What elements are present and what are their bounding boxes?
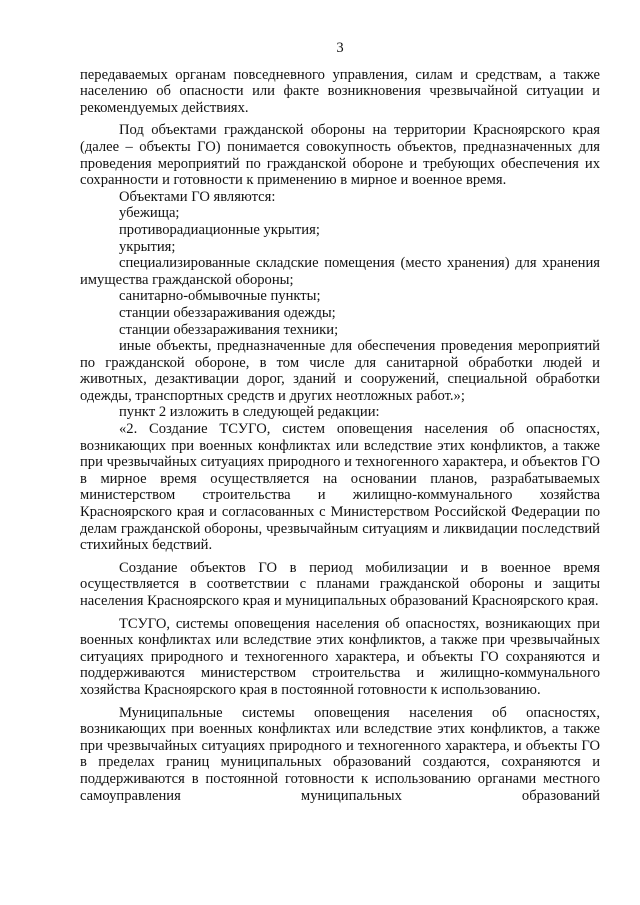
paragraph-1: передаваемых органам повседневного управления, силам и средствам, а также населению об опасности или факте возникновения чрезвычайной ситуации и рекомендуемых действиях. [80, 66, 600, 116]
list-item: санитарно-обмывочные пункты; [119, 288, 321, 305]
list-item: убежища; [119, 205, 180, 222]
paragraph-5: «2. Создание ТСУГО, систем оповещения населения об опасностях, возникающих при военных конфликтах или вследствие этих конфликтов, а также при чрезвычайных ситуациях природного и техногенного характера, и объектов ГО в мирное время осуществляется на основании планов, разрабатываемых министерством строительства и жилищно-коммунального хозяйства Красноярского края и согласованных с Министерством Российской Федерации по делам гражданской обороны, чрезвычайным ситуациям и ликвидации последствий стихийных бедствий. [80, 421, 600, 554]
list-item: станции обеззараживания техники; [119, 321, 339, 338]
paragraph-2: Под объектами гражданской обороны на территории Красноярского края (далее – объекты ГО) понимается совокупность объектов, предназначенных для проведения мероприятий по гражданской обороне и требующих обеспечения их сохранности и готовности к применению в мирное и военное время. [80, 122, 600, 189]
paragraph-6: Создание объектов ГО в период мобилизации и в военное время осуществляется в соответствии с планами гражданской обороны и защиты населения Красноярского края и муниципальных образований Красноярского края. [80, 559, 600, 609]
list-item: специализированные складские помещения (место хранения) для хранения имущества гражданской обороны; [80, 255, 600, 288]
paragraph-8: Муниципальные системы оповещения населения об опасностях, возникающих при военных конфликтах или вследствие этих конфликтов, а также при чрезвычайных ситуациях природного и техногенного характера, и объекты ГО в пределах границ муниципальных образований создаются, сохраняются и поддерживаются в постоянной готовности к использованию органами местного самоуправления муниципальных образований [80, 704, 600, 804]
list-item: укрытия; [119, 238, 176, 255]
page-number: 3 [336, 40, 344, 56]
list-item: станции обеззараживания одежды; [119, 304, 336, 321]
paragraph-3: Объектами ГО являются: [119, 188, 276, 205]
document-page [80, 40, 600, 804]
list-item: иные объекты, предназначенные для обеспечения проведения мероприятий по гражданской обороне, в том числе для санитарной обработки людей и животных, дезактивации дорог, зданий и сооружений, специальной обработки одежды, транспортных средств и других неотложных работ.»; [80, 338, 600, 404]
paragraph-7: ТСУГО, системы оповещения населения об опасностях, возникающих при военных конфликтах или вследствие этих конфликтов, а также при чрезвычайных ситуациях природного и техногенного характера, и объекты ГО сохраняются и поддерживаются министерством строительства и жилищно-коммунального хозяйства Красноярского края в постоянной готовности к использованию. [80, 615, 600, 698]
paragraph-4: пункт 2 изложить в следующей редакции: [119, 404, 380, 421]
list-item: противорадиационные укрытия; [119, 221, 320, 238]
